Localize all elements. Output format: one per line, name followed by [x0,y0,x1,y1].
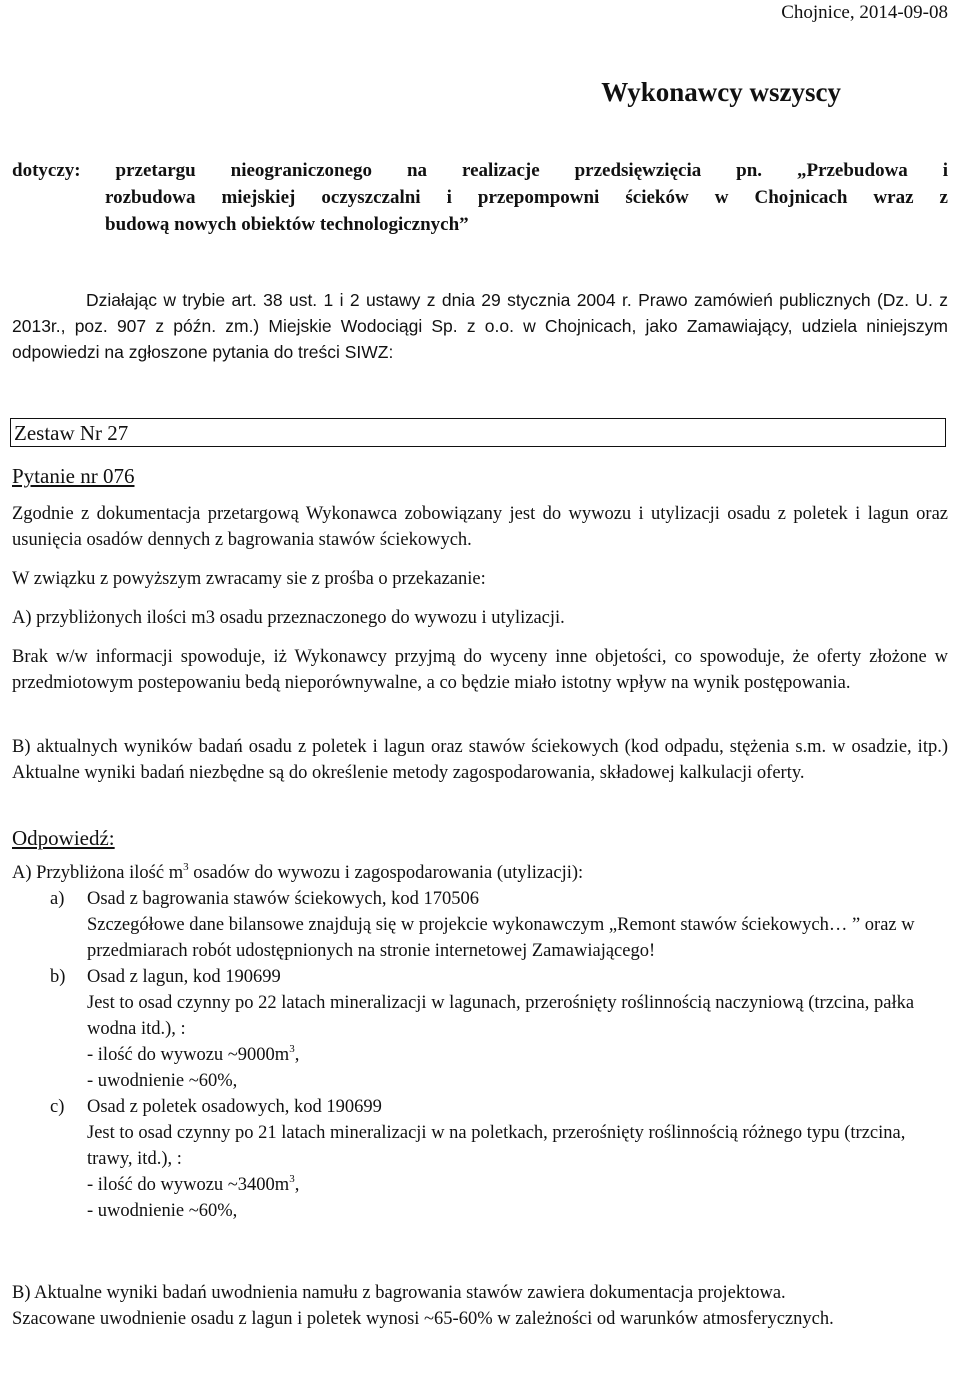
question-paragraph-1: Zgodnie z dokumentacja przetargową Wykonawca zobowiązany jest do wywozu i utylizacji osadu z poletek i lagun oraz usunięcia osadów dennych z bagrowania stawów ściekowych. [12,504,948,550]
subject-line-2: rozbudowa miejskiej oczyszczalni i przepompowni ścieków w Chojnicach wraz z [105,187,948,208]
answer-label: Odpowiedź: [12,826,115,850]
item-title: Osad z lagun, kod 190699 [87,967,281,987]
answer-a-intro-text: A) Przybliżona ilość m [12,863,184,883]
answer-a-intro-text-end: osadów do wywozu i zagospodarowania (utylizacji): [188,863,584,883]
quantity-end: , [294,1175,300,1195]
document-date: Chojnice, 2014-09-08 [781,2,948,23]
subject-block [12,157,948,238]
quantity-text: - ilość do wywozu ~9000m [87,1045,290,1065]
addressee-title: Wykonawcy wszyscy [601,77,841,107]
set-label: Zestaw Nr 27 [14,421,129,445]
item-label: a) [50,889,65,909]
answer-a-intro [12,860,948,886]
quantity-sup: 3 [289,1173,295,1185]
answer-b-block [12,1280,912,1332]
question-paragraph-3: A) przybliżonych ilości m3 osadu przeznaczonego do wywozu i utylizacji. [12,608,565,628]
answer-a-intro-sup: 3 [183,861,189,873]
item-label: c) [50,1097,65,1117]
intro-paragraph [12,287,948,365]
subject-line-3: budową nowych obiektów technologicznych” [105,214,469,235]
answer-item-b [12,964,948,1094]
answer-item-a [12,886,948,964]
item-title: Osad z poletek osadowych, kod 190699 [87,1097,382,1117]
item-quantity [87,1042,948,1068]
item-water: - uwodnienie ~60%, [87,1201,238,1221]
item-water: - uwodnienie ~60%, [87,1071,238,1091]
intro-text: Działając w trybie art. 38 ust. 1 i 2 ustawy z dnia 29 stycznia 2004 r. Prawo zamówień publicznych (Dz. U. z 2013r., poz. 907 z późn. zm.) Miejskie Wodociągi Sp. z o.o. w Chojnicach, jako Zamawiający, udziela niniejszym odpowiedzi na zgłoszone pytania do treści SIWZ: [12,290,948,362]
set-box [10,418,946,447]
answer-a-block [12,860,948,1224]
answer-b-text: B) Aktualne wyniki badań uwodnienia namułu z bagrowania stawów zawiera dokumentacja projektowa. [12,1283,786,1303]
item-text: Jest to osad czynny po 22 latach mineralizacji w lagunach, przerośnięty roślinnością naczyniową (trzcina, pałka wodna itd.), : [87,993,915,1039]
quantity-sup: 3 [289,1043,295,1055]
answer-item-c [12,1094,948,1224]
question-paragraph-2: W związku z powyższym zwracamy sie z prośba o przekazanie: [12,569,486,589]
item-text: Szczegółowe dane bilansowe znajdują się w projekcie wykonawczym „Remont stawów ściekowych… ” oraz w przedmiarach robót udostępnionych na stronie internetowej Zamawiającego! [87,915,915,961]
answer-c-text: Szacowane uwodnienie osadu z lagun i poletek wynosi ~65-60% w zależności od warunków atmosferycznych. [12,1309,834,1329]
question-label: Pytanie nr 076 [12,464,135,488]
quantity-end: , [294,1045,300,1065]
item-quantity [87,1172,948,1198]
quantity-text: - ilość do wywozu ~3400m [87,1175,290,1195]
question-paragraph-5: B) aktualnych wyników badań osadu z poletek i lagun oraz stawów ściekowych (kod odpadu, stężenia s.m. w osadzie, itp.) Aktualne wyniki badań niezbędne są do określenie metody zagospodarowania, składowej kalkulacji oferty. [12,737,948,783]
item-title: Osad z bagrowania stawów ściekowych, kod 170506 [87,889,480,909]
item-text: Jest to osad czynny po 21 latach mineralizacji w na poletkach, przerośnięty roślinnością różnego typu (trzcina, trawy, itd.), : [87,1123,906,1169]
item-label: b) [50,967,66,987]
question-paragraph-4: Brak w/w informacji spowoduje, iż Wykonawcy przyjmą do wyceny inne objetości, co spowoduje, że oferty złożone w przedmiotowym postepowaniu bedą nieporównywalne, a co będzie miało istotny wpływ na wynik postępowania. [12,647,948,693]
subject-line-1: dotyczy: przetargu nieograniczonego na realizacje przedsięwzięcia pn. „Przebudowa i [12,160,948,181]
